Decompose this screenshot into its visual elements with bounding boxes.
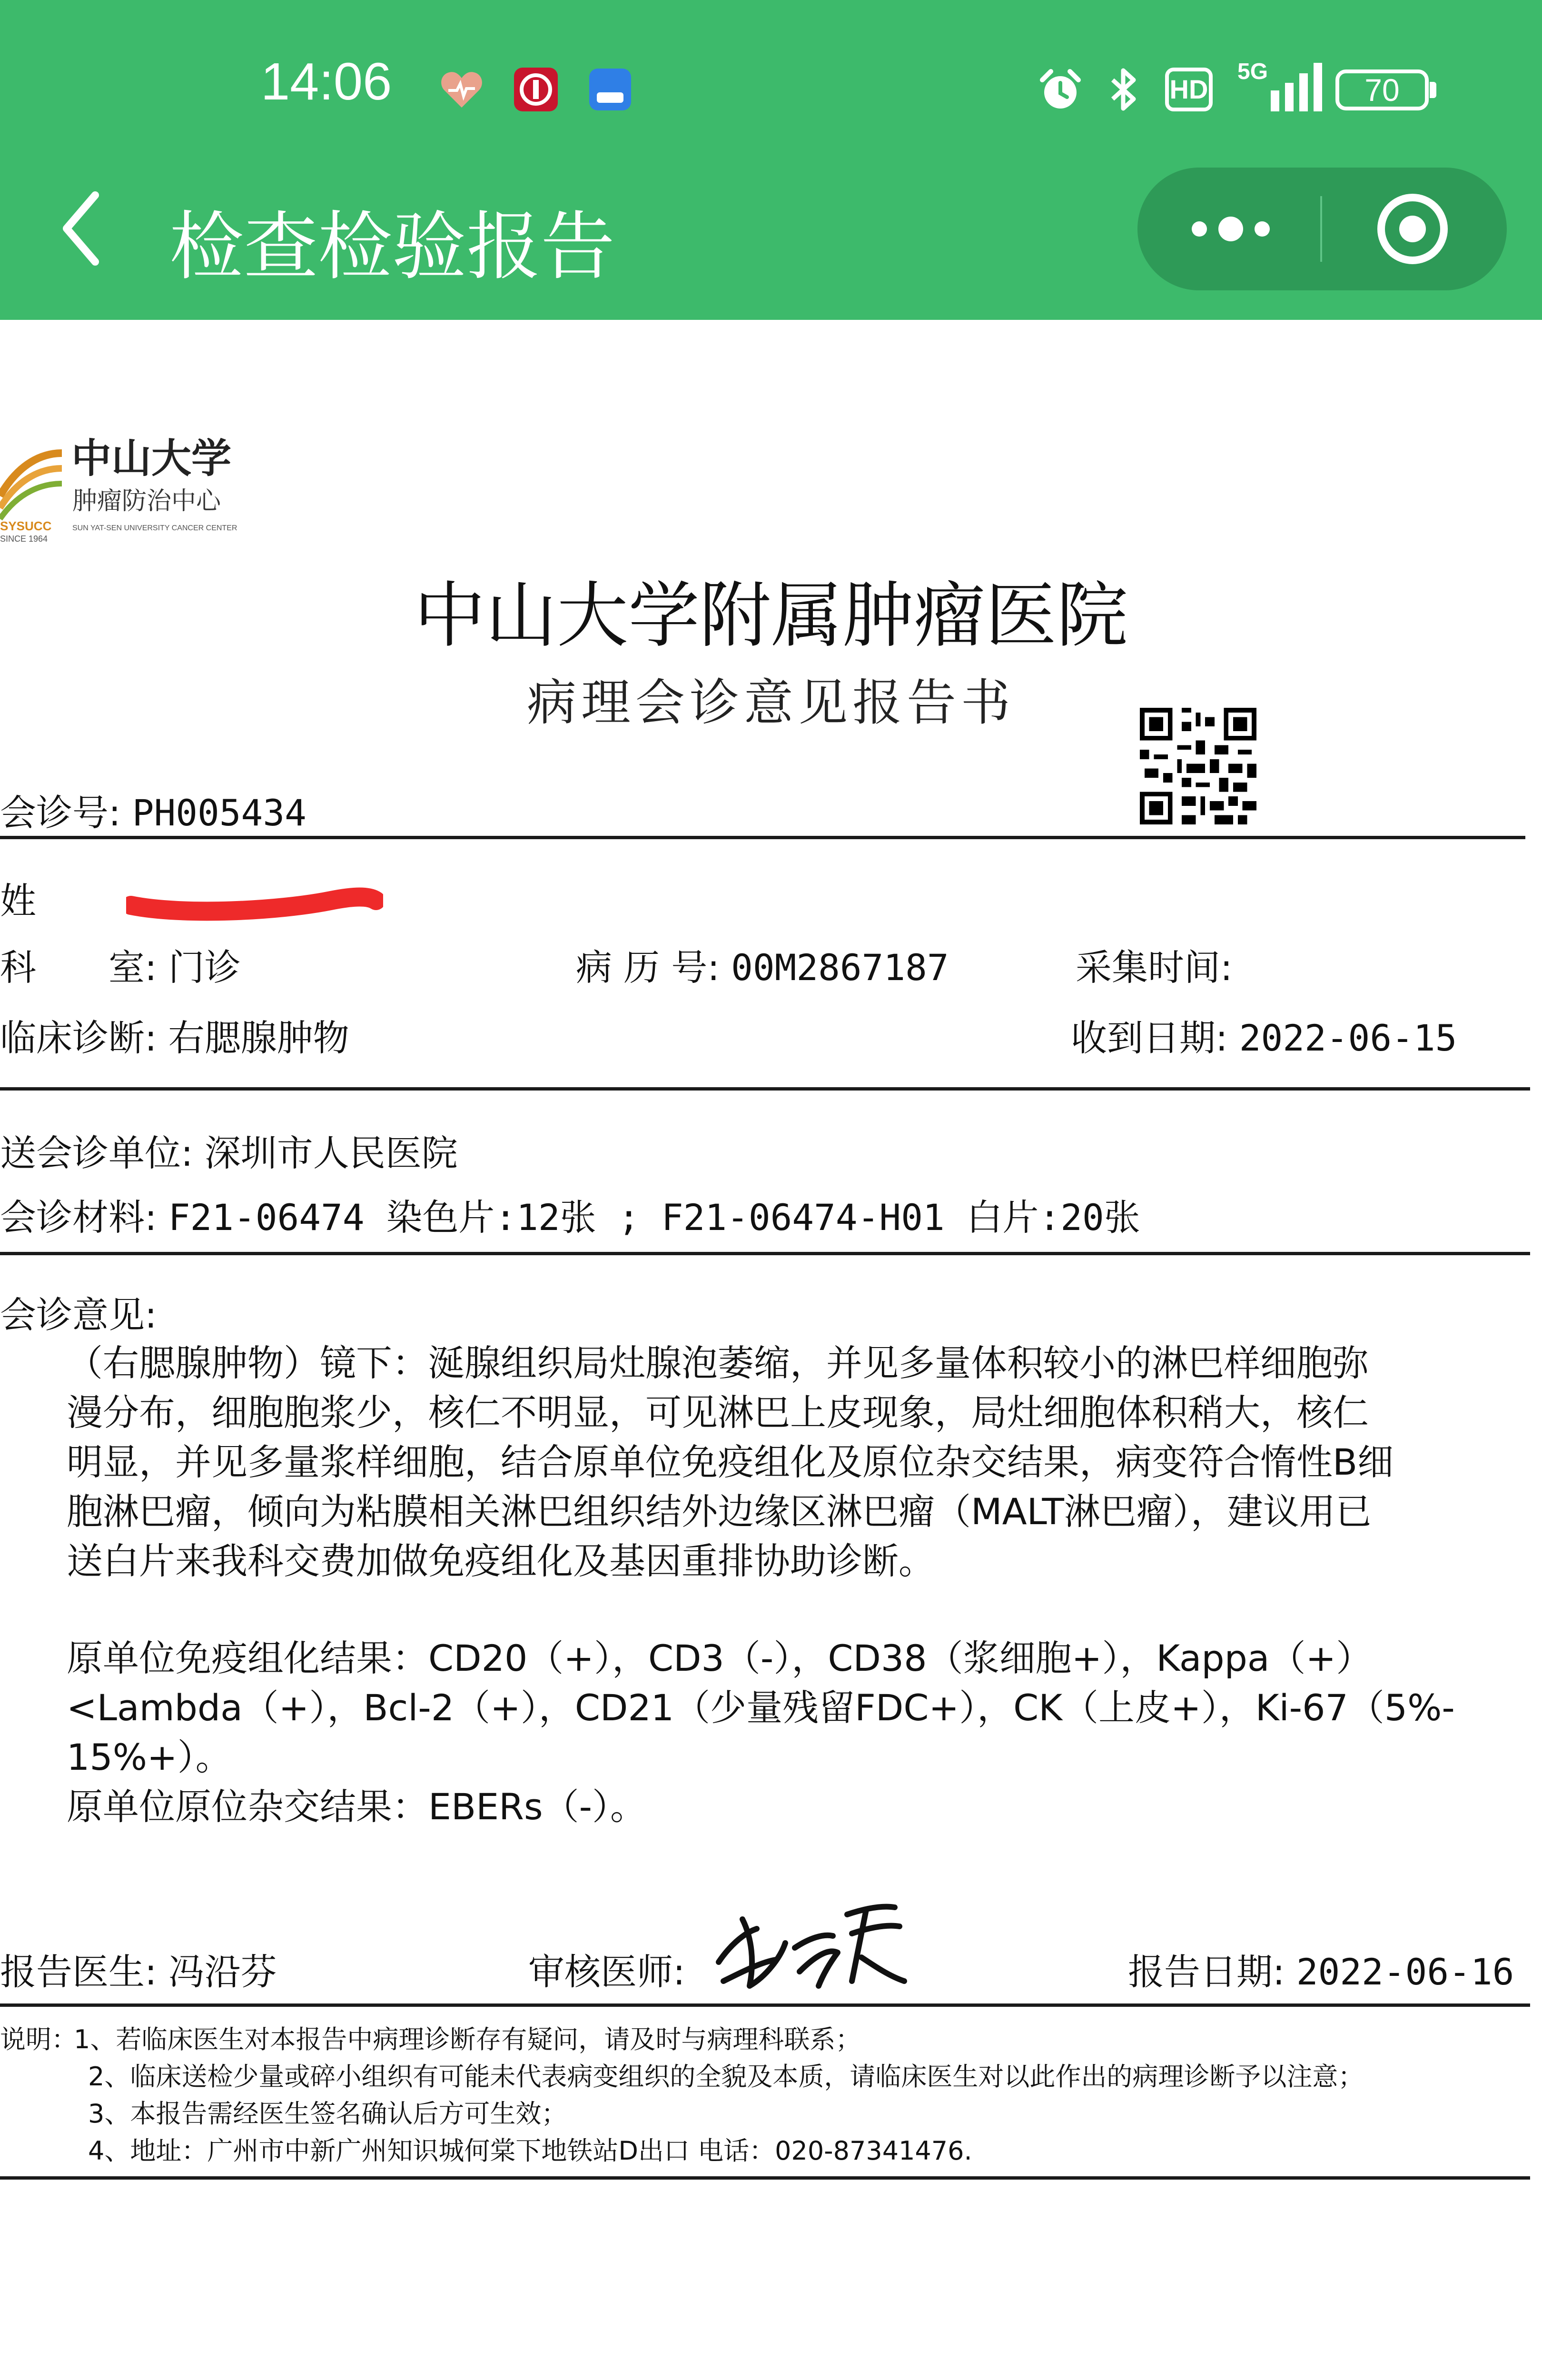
collect-time-row bbox=[1076, 939, 1233, 991]
department-label: 科 室: bbox=[0, 946, 157, 989]
hospital-logo bbox=[0, 425, 247, 544]
department-row bbox=[0, 939, 241, 991]
note-item: 3、本报告需经医生签名确认后方可生效； bbox=[88, 2099, 567, 2129]
logo-abbr: SYSUCC bbox=[0, 519, 52, 533]
target-close-icon bbox=[1381, 198, 1444, 260]
report-date-row bbox=[1128, 1943, 1514, 1995]
sending-unit-row bbox=[0, 1124, 458, 1176]
opinion-line: 胞淋巴瘤，倾向为粘膜相关淋巴组织结外边缘区淋巴瘤（MALT淋巴瘤），建议用已 bbox=[67, 1490, 1372, 1533]
divider-material bbox=[0, 1252, 1530, 1255]
chevron-left-icon bbox=[67, 195, 95, 262]
network-type: 5G bbox=[1237, 59, 1268, 84]
consult-number-label: 会诊号: bbox=[0, 792, 121, 834]
back-button[interactable] bbox=[52, 186, 109, 271]
sending-unit-value: 深圳市人民医院 bbox=[204, 1132, 458, 1174]
material-row bbox=[0, 1189, 1140, 1240]
divider-bottom bbox=[0, 2176, 1530, 2180]
bluetooth-icon bbox=[1099, 66, 1147, 113]
health-app-icon bbox=[438, 66, 485, 113]
report-title: 病理会诊意见报告书 bbox=[526, 674, 1015, 732]
doctor-name: 冯沿芬 bbox=[168, 1951, 277, 1993]
opinion-paragraph bbox=[67, 1339, 1394, 1586]
doctor-label: 报告医生: bbox=[0, 1951, 157, 1993]
hospital-name: 中山大学附属肿瘤医院 bbox=[414, 575, 1128, 657]
patient-name-label: 姓 bbox=[0, 880, 36, 922]
logo-sub: 肿瘤防治中心 bbox=[72, 487, 221, 516]
more-button[interactable] bbox=[1137, 168, 1320, 290]
sending-unit-label: 送会诊单位: bbox=[0, 1132, 193, 1174]
ihc-line: 15%+）。 bbox=[67, 1736, 232, 1778]
divider-top bbox=[0, 836, 1525, 839]
department-value: 门诊 bbox=[168, 946, 241, 989]
diagnosis-value: 右腮腺肿物 bbox=[168, 1017, 349, 1059]
received-date-row bbox=[1071, 1009, 1457, 1061]
opinion-line: 明显，并见多量浆样细胞，结合原单位免疫组化及原位杂交结果，病变符合惰性B细 bbox=[67, 1441, 1394, 1483]
notes-label: 说明： bbox=[0, 2024, 77, 2054]
record-number: 00M2867187 bbox=[731, 946, 949, 989]
battery-icon: 70 bbox=[1335, 69, 1429, 110]
report-date: 2022-06-16 bbox=[1296, 1951, 1514, 1993]
page-title: 检查检验报告 bbox=[169, 203, 615, 290]
close-mini-program-button[interactable] bbox=[1322, 168, 1507, 290]
opinion-line: （右腮腺肿物）镜下：涎腺组织局灶腺泡萎缩，并见多量体积较小的淋巴样细胞弥 bbox=[67, 1342, 1369, 1384]
mini-program-capsule bbox=[1137, 168, 1507, 290]
name-redaction-mark bbox=[126, 882, 383, 924]
consult-number-row bbox=[0, 784, 306, 836]
note-item: 2、临床送检少量或碎小组织有可能未代表病变组织的全貌及本质，请临床医生对以此作出的病理诊断予以注意； bbox=[88, 2062, 1364, 2092]
opinion-label: 会诊意见: bbox=[0, 1294, 157, 1336]
ihc-line: <Lambda（+），Bcl-2（+），CD21（少量残留FDC+），CK（上皮+），Ki-67（5%- bbox=[67, 1686, 1455, 1729]
record-number-label: 病 历 号: bbox=[576, 946, 720, 989]
diagnosis-row bbox=[0, 1009, 349, 1061]
qr-code bbox=[1140, 708, 1256, 824]
alarm-icon bbox=[1037, 66, 1084, 113]
app-icon bbox=[586, 66, 634, 113]
note-item: 4、地址：广州市中新广州知识城何棠下地铁站D出口 电话：020-87341476. bbox=[88, 2136, 972, 2166]
doctor-row bbox=[0, 1943, 277, 1995]
ihc-results bbox=[67, 1634, 1455, 1832]
reviewer-label: 审核医师: bbox=[528, 1951, 685, 1993]
ihc-line: 原单位免疫组化结果：CD20（+），CD3（-），CD38（浆细胞+），Kappa（+） bbox=[67, 1637, 1373, 1679]
logo-name-en: SUN YAT-SEN UNIVERSITY CANCER CENTER bbox=[72, 524, 237, 532]
divider-signature bbox=[0, 2003, 1530, 2007]
received-date-label: 收到日期: bbox=[1071, 1017, 1228, 1059]
logo-name: 中山大学 bbox=[71, 435, 232, 482]
opinion-line: 漫分布，细胞胞浆少，核仁不明显，可见淋巴上皮现象，局灶细胞体积稍大，核仁 bbox=[67, 1391, 1369, 1434]
ish-line: 原单位原位杂交结果：EBERs（-）。 bbox=[67, 1785, 647, 1828]
collect-time-label: 采集时间: bbox=[1076, 946, 1233, 989]
status-time: 14:06 bbox=[261, 52, 392, 111]
app-header bbox=[0, 0, 1542, 320]
report-document bbox=[0, 320, 1542, 2380]
note-item: 1、若临床医生对本报告中病理诊断存有疑问，请及时与病理科联系； bbox=[74, 2024, 861, 2054]
record-number-row bbox=[576, 939, 949, 991]
material-label: 会诊材料: bbox=[0, 1196, 157, 1239]
reviewer-signature bbox=[709, 1891, 914, 2000]
material-value: F21-06474 染色片:12张 ; F21-06474-H01 白片:20张 bbox=[168, 1196, 1140, 1239]
diagnosis-label: 临床诊断: bbox=[0, 1017, 157, 1059]
battery-tip bbox=[1430, 82, 1436, 98]
logo-since: SINCE 1964 bbox=[0, 534, 48, 544]
divider-info bbox=[0, 1087, 1530, 1091]
more-dots-icon bbox=[1192, 217, 1270, 241]
received-date: 2022-06-15 bbox=[1239, 1017, 1457, 1059]
consult-number: PH005434 bbox=[132, 792, 306, 834]
opinion-line: 送白片来我科交费加做免疫组化及基因重排协助诊断。 bbox=[67, 1540, 935, 1582]
signal-icon bbox=[1237, 57, 1323, 114]
bank-app-icon bbox=[512, 66, 560, 113]
hd-icon: HD bbox=[1165, 68, 1213, 111]
report-date-label: 报告日期: bbox=[1128, 1951, 1285, 1993]
